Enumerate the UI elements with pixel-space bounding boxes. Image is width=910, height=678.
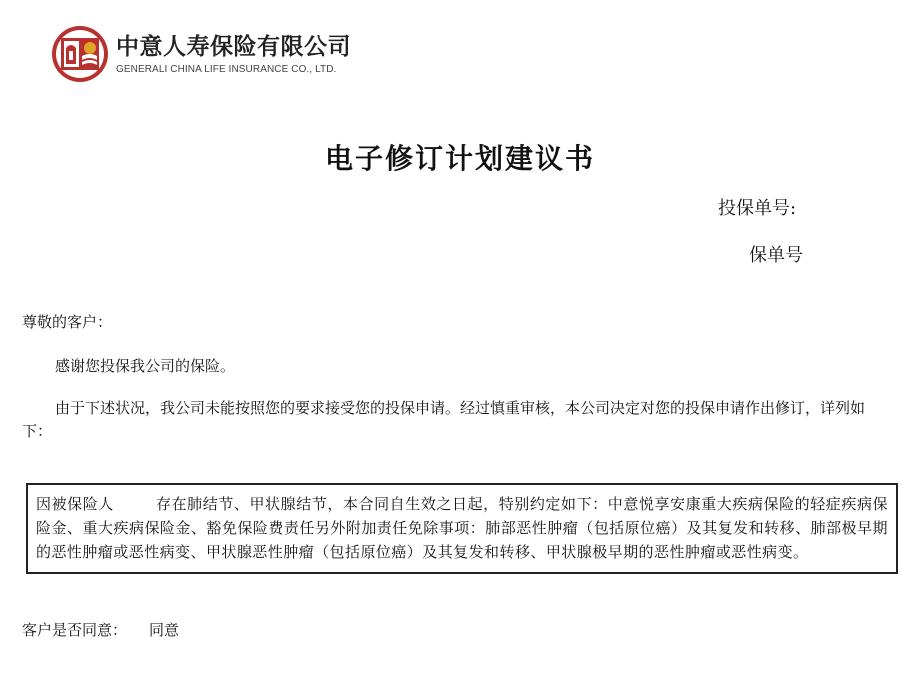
consent-line (22, 619, 179, 640)
special-agreement-box (26, 483, 898, 574)
application-number-label: 投保单号: (718, 198, 797, 219)
consent-value: 同意 (149, 621, 180, 639)
salutation: 尊敬的客户： (22, 313, 113, 331)
notice-content: 存在肺结节、甲状腺结节，本合同自生效之日起，特别约定如下：中意悦享安康重大疾病保险的轻症疾病保险金、重大疾病保险金、豁免保险费责任另外附加责任免除事项：肺部恶性肿瘤（包括原位癌）及其复发和转移、肺部极早期的恶性肿瘤或恶性病变、甲状腺恶性肿瘤（包括原位癌）及其复发和转移、甲状腺极早期的恶性肿瘤或恶性病变。 (36, 495, 888, 561)
company-header (50, 24, 351, 84)
thanks-paragraph: 感谢您投保我公司的保险。 (55, 357, 236, 375)
document-title: 电子修订计划建议书 (324, 142, 595, 175)
generali-china-life-logo-icon (50, 24, 110, 84)
policy-number-label: 保单号 (749, 245, 803, 266)
consent-label: 客户是否同意： (22, 621, 128, 639)
notice-prefix: 因被保险人 (36, 495, 114, 513)
company-name-en: GENERALI CHINA LIFE INSURANCE CO., LTD. (116, 64, 337, 75)
statement-paragraph: 由于下述状况，我公司未能按照您的要求接受您的投保申请。经过慎重审核，本公司决定对您的投保申请作出修订，详列如下： (22, 399, 866, 440)
company-name-block (116, 33, 351, 75)
company-name-cn: 中意人寿保险有限公司 (116, 34, 351, 60)
